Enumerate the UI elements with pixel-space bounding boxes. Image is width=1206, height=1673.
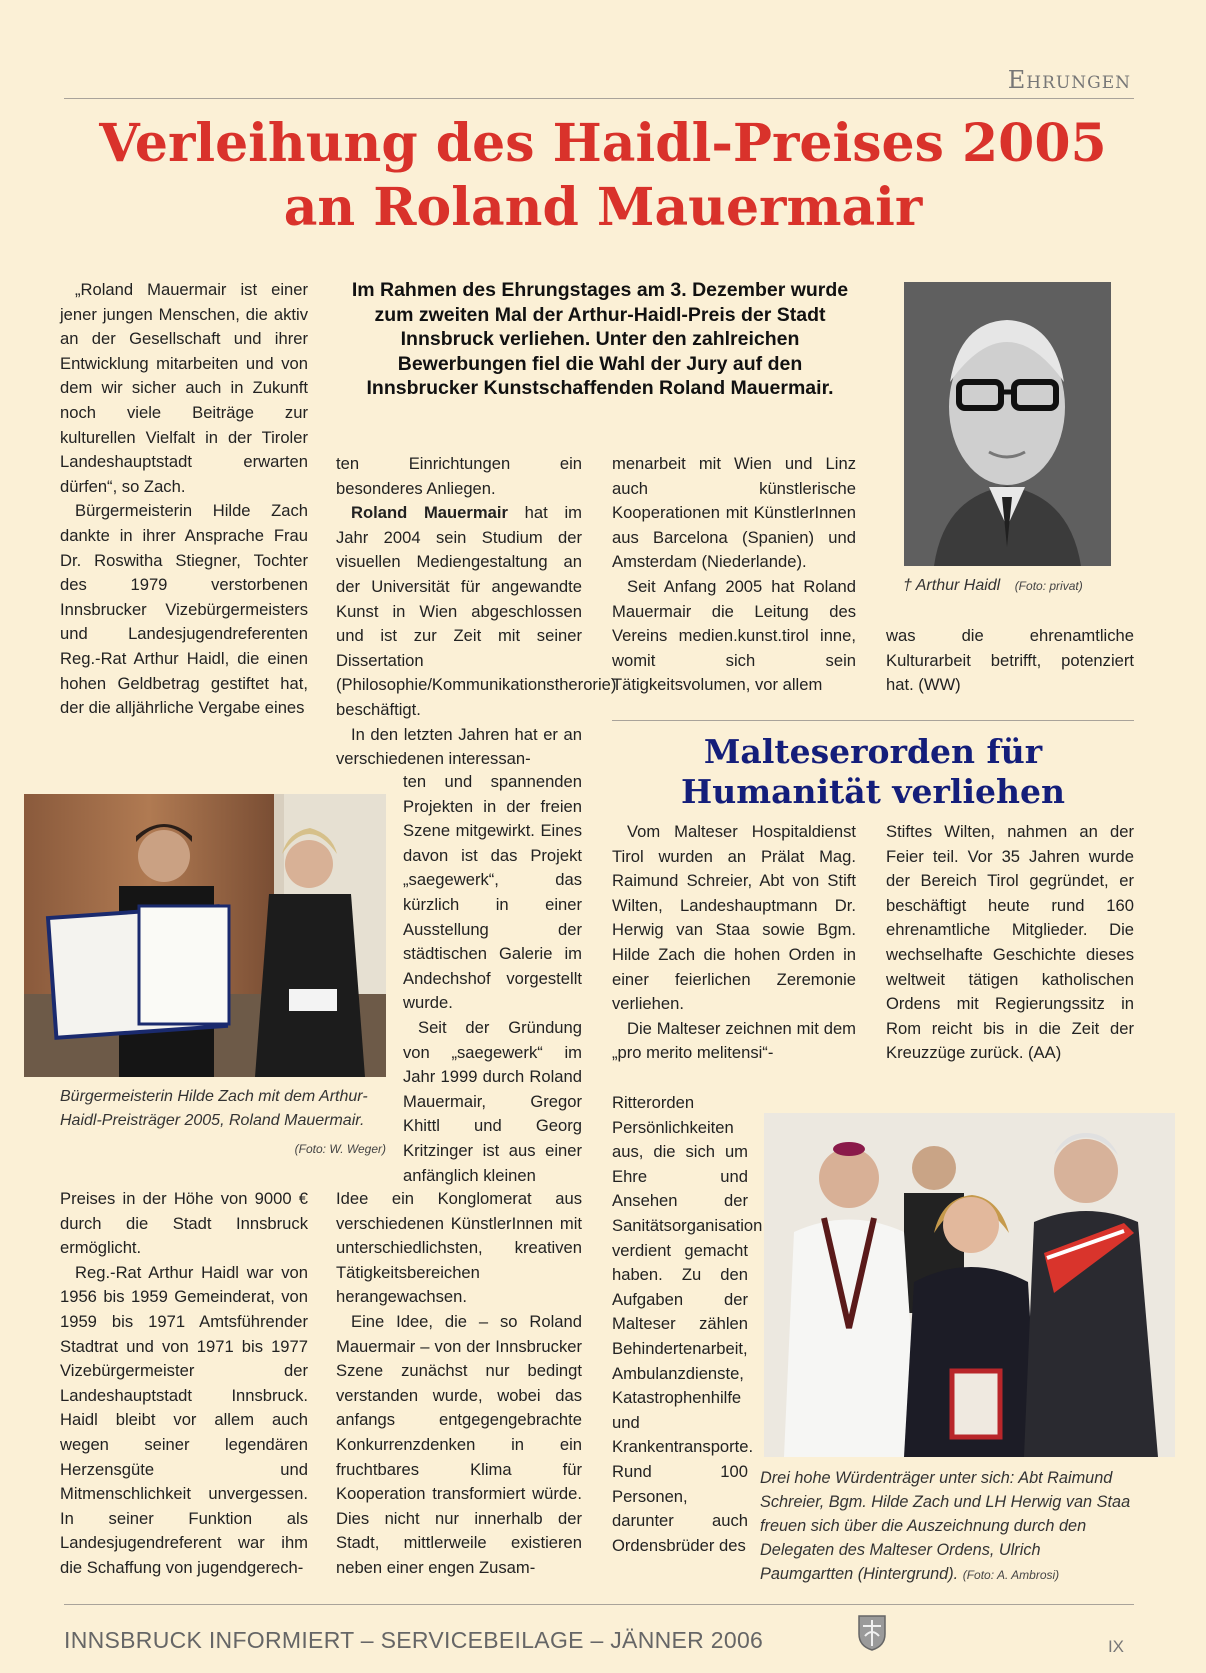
column-2-top [336, 452, 617, 772]
footer-rule [64, 1604, 1134, 1605]
paragraph: Vom Malteser Hospitaldienst Tirol wurden an Prälat Mag. Raimund Schreier, Abt von Stift Wilten, Landeshauptmann Dr. Herwig van Staa sowie Bgm. Hilde Zach die hohen Orden in einer feierlichen Zeremonie verliehen. [612, 822, 856, 1014]
headline [60, 112, 1146, 240]
dignitaries-photo-image [764, 1113, 1175, 1457]
paragraph: was die ehrenamtliche Kulturarbeit betrifft, potenziert hat. (WW) [886, 626, 1134, 695]
column-2-bottom [336, 1187, 582, 1581]
paragraph-roland [336, 501, 617, 722]
paragraph: „Roland Mauermair ist einer jener jungen Menschen, die aktiv an der Gesellschaft und ihrer Entwicklung mitarbeiten und von dem wir sicher auch in Zukunft noch viele Beiträge zur kulturellen Vielfalt in der Tiroler Landeshauptstadt erwarten dürfen“, so Zach. [60, 280, 308, 496]
lead-paragraph: Im Rahmen des Ehrungstages am 3. Dezember wurde zum zweiten Mal der Arthur-Haidl-Preis der Stadt Innsbruck verliehen. Unter den zahlreichen Bewerbungen fiel die Wahl der Jury auf den Innsbrucker Kunstschaffenden Roland Mauermair. [351, 279, 849, 400]
malta-column-1-narrow [612, 1091, 763, 1558]
paragraph: Preises in der Höhe von 9000 € durch die Stadt Innsbruck ermöglicht. [60, 1189, 308, 1258]
paragraph: Seit der Gründung von „saegewerk“ im Jahr 1999 durch Roland Mauermair, Gregor Khittl und Georg Kritzinger ist aus einer anfänglich kleinen [403, 1017, 582, 1185]
caption-text: † Arthur Haidl [903, 577, 1001, 594]
portrait-caption [903, 574, 1113, 598]
paragraph: Seit Anfang 2005 hat Roland Mauermair die Leitung des Vereins medien.kunst.tirol inne, womit sich sein Tätigkeitsvolumen, vor allem [612, 576, 856, 695]
paragraph: Ritterorden Persönlichkeiten aus, die sich um Ehre und Ansehen der Sanitätsorganisation verdient gemacht haben. Zu den Aufgaben der Malteser zählen Behindertenarbeit, Ambulanzdienste, Katastrophenhilfe und Krankentransporte. Rund 100 Personen, darunter auch Ordensbrüder des [612, 1093, 763, 1555]
malta-column-2 [886, 820, 1134, 1066]
paragraph: ten und spannenden Projekten in der freien Szene mitgewirkt. Eines davon ist das Projekt „saegewerk“, das kürzlich in einer Ausstellung der städtischen Galerie im Andechshof vorgestellt wurde. [403, 772, 582, 1013]
award-ceremony-photo-image [24, 794, 386, 1077]
arthur-haidl-portrait [904, 282, 1111, 566]
column-3-top [612, 452, 856, 698]
caption-text: Bürgermeisterin Hilde Zach mit dem Arthur-Haidl-Preisträger 2005, Roland Mauermair. [60, 1088, 368, 1129]
portrait-image [904, 282, 1111, 566]
dignitaries-caption [760, 1466, 1134, 1587]
award-ceremony-photo [24, 794, 386, 1077]
column-1-bottom [60, 1187, 308, 1581]
paragraph: Eine Idee, die – so Roland Mauermair – von der Innsbrucker Szene zunächst nur bedingt verstanden wurde, wobei das anfangs entgegengebrachte Konkurrenzdenken in ein fruchtbares Klima für Kooperation transformiert würde. Dies nicht nur innerhalb der Stadt, mittlerweile existieren neben einer engen Zusam- [336, 1311, 582, 1577]
paragraph: Stiftes Wilten, nahmen an der Feier teil. Vor 35 Jahren wurde der Bereich Tirol gegründet, er beschäftigt heute rund 160 ehrenamtliche Mitglieder. Die wechselhafte Geschichte dieses weltweit tätigen katholischen Ordens mit Regierungssitz in Rom reicht bis in die Zeit der Kreuzzüge zurück. (AA) [886, 822, 1134, 1063]
subheadline: Malteserorden für Humanität verliehen [681, 732, 1065, 811]
paragraph: Reg.-Rat Arthur Haidl war von 1956 bis 1959 Gemeinderat, von 1959 bis 1971 Amtsführender Stadtrat und von 1971 bis 1977 Vizebürgermeister der Landeshauptstadt Innsbruck. Haidl bleibt vor allem auch wegen seiner legendären Herzensgüte und Mitmenschlichkeit unvergessen. In seiner Funktion als Landesjugendreferent war ihm die Schaffung von jugendgerech- [60, 1262, 308, 1577]
footer-publication: INNSBRUCK INFORMIERT – SERVICEBEILAGE – JÄNNER 2006 [64, 1627, 764, 1653]
paragraph: Bürgermeisterin Hilde Zach dankte in ihrer Ansprache Frau Dr. Roswitha Stiegner, Tochter des 1979 verstorbenen Innsbrucker Vizebürgermeisters und Landesjugendreferenten Reg.-Rat Arthur Haidl, die einen hohen Geldbetrag gestiftet hat, der die alljährliche Vergabe eines [60, 501, 308, 718]
malta-column-1 [612, 820, 856, 1066]
page-number: IX [1107, 1637, 1124, 1656]
headline-line-2: an Roland Mauermair [283, 177, 923, 238]
innsbruck-crest-icon [857, 1614, 887, 1652]
paragraph: menarbeit mit Wien und Linz auch künstlerische Kooperationen mit KünstlerInnen aus Barcelona (Spanien) und Amsterdam (Niederlande). [612, 454, 856, 572]
photo-credit: (Foto: W. Weger) [294, 1142, 386, 1156]
section-label: Ehrungen [1007, 66, 1131, 94]
paragraph: Idee ein Konglomerat aus verschiedenen KünstlerInnen mit unterschiedlichsten, kreativen Tätigkeitsbereichen herangewachsen. [336, 1189, 582, 1307]
dignitaries-photo [764, 1113, 1175, 1457]
column-1-top [60, 278, 308, 721]
headline-line-1: Verleihung des Haidl-Preises 2005 [99, 113, 1107, 174]
paragraph: In den letzten Jahren hat er an verschiedenen interessan- [336, 724, 582, 769]
paragraph: Die Malteser zeichnen mit dem „pro merito melitensi“- [612, 1018, 856, 1063]
column-4-top [886, 624, 1134, 698]
award-photo-caption [60, 1085, 386, 1161]
caption-text: Drei hohe Würdenträger unter sich: Abt Raimund Schreier, Bgm. Hilde Zach und LH Herwig van Staa freuen sich über die Auszeichnung durch den Delegaten des Malteser Ordens, Ulrich Paumgartten (Hintergrund). [760, 1469, 1131, 1583]
column-2-narrow [403, 770, 582, 1188]
photo-credit: (Foto: privat) [1014, 579, 1083, 593]
paragraph: ten Einrichtungen ein besonderes Anliegen. [336, 454, 582, 498]
photo-credit: (Foto: A. Ambrosi) [962, 1568, 1060, 1582]
section-divider [612, 720, 1134, 721]
paragraph: Roland Mauermair hat im Jahr 2004 sein Studium der visuellen Mediengestaltung an der Universität für angewandte Kunst in Wien abgeschlossen und ist zur Zeit mit seiner Dissertation (Philosophie/Kommunikationstherorie) beschäftigt. [336, 503, 617, 719]
top-rule [64, 98, 1134, 99]
